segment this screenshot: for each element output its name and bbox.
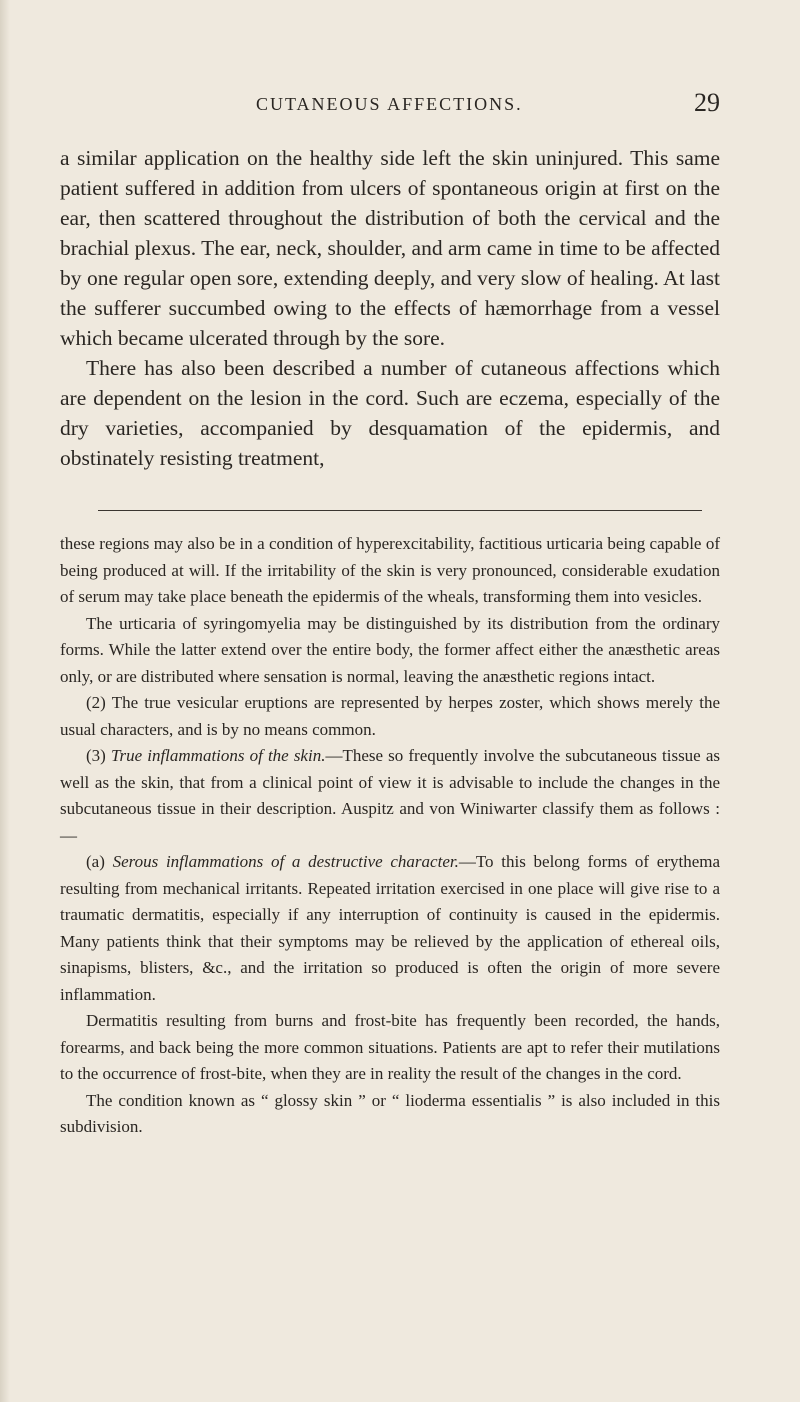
main-paragraph: a similar application on the healthy side left the skin uninjured. This same patient suffered in addition from ulcers of spontaneous origin at first on the ear, then scattered throughout the distribution of both the cervical and the brachial plexus. The ear, neck, shoulder, and arm came in time to be affected by one regular open sore, extending deeply, and very slow of healing. At last the sufferer succumbed owing to the effects of hæmorrhage from a vessel which became ulcerated through by the sore. (60, 146, 720, 350)
item-letter: (a) (86, 852, 113, 871)
page-header (60, 88, 720, 124)
running-title: CUTANEOUS AFFECTIONS. (256, 94, 523, 114)
page-number: 29 (694, 88, 720, 117)
footnote-block (60, 531, 720, 1141)
footnote-paragraph (60, 849, 720, 1008)
main-paragraph: There has also been described a number of cutaneous affections which are dependent on the lesion in the cord. Such are eczema, especially of the dry varieties, accompanied by desquamation of the epidermis, and obstinately resisting treatment, (60, 356, 720, 470)
footnote-paragraph: The condition known as “ glossy skin ” or “ lioderma essentialis ” is also included in this subdivision. (60, 1090, 720, 1136)
paragraph-text: —These so frequently involve the subcutaneous tissue as well as the skin, that from a clinical point of view it is advisable to include the changes in the subcutaneous tissue in their description. Auspitz and von Winiwarter classify them as follows :— (60, 746, 720, 845)
footnote-paragraph: The urticaria of syringomyelia may be distinguished by its distribution from the ordinary forms. While the latter extend over the entire body, the former affect either the anæsthetic areas only, or are distributed where sensation is normal, leaving the anæsthetic regions intact. (60, 613, 720, 686)
main-text (60, 143, 720, 473)
item-number: (3) (86, 746, 111, 765)
footnote-paragraph: Dermatitis resulting from burns and frost-bite has frequently been recorded, the hands, forearms, and back being the more common situations. Patients are apt to refer their mutilations to the occurrence of frost-bite, when they are in reality the result of the changes in the cord. (60, 1011, 720, 1083)
section-heading: True inflammations of the skin. (110, 746, 326, 765)
paragraph-text: —To this belong forms of erythema resulting from mechanical irritants. Repeated irritation exercised in one place will give rise to a traumatic dermatitis, especially if any interruption of continuity is caused in the epidermis. Many patients think that their symptoms may be relieved by the application of ethereal oils, sinapisms, blisters, &c., and the irritation so produced is often the origin of more severe inflammation. (60, 852, 721, 1004)
footnote-divider (98, 510, 702, 511)
binding-edge (0, 0, 10, 1402)
footnote-paragraph: (2) The true vesicular eruptions are represented by herpes zoster, which shows merely the usual characters, and is by no means common. (60, 693, 720, 739)
section-heading: Serous inflammations of a destructive character. (112, 852, 459, 871)
footnote-paragraph: these regions may also be in a condition of hyperexcitability, factitious urticaria being capable of being produced at will. If the irritability of the skin is very pronounced, considerable exudation of serum may take place beneath the epidermis of the wheals, transforming them into vesicles. (60, 534, 720, 606)
footnote-paragraph (60, 743, 720, 849)
